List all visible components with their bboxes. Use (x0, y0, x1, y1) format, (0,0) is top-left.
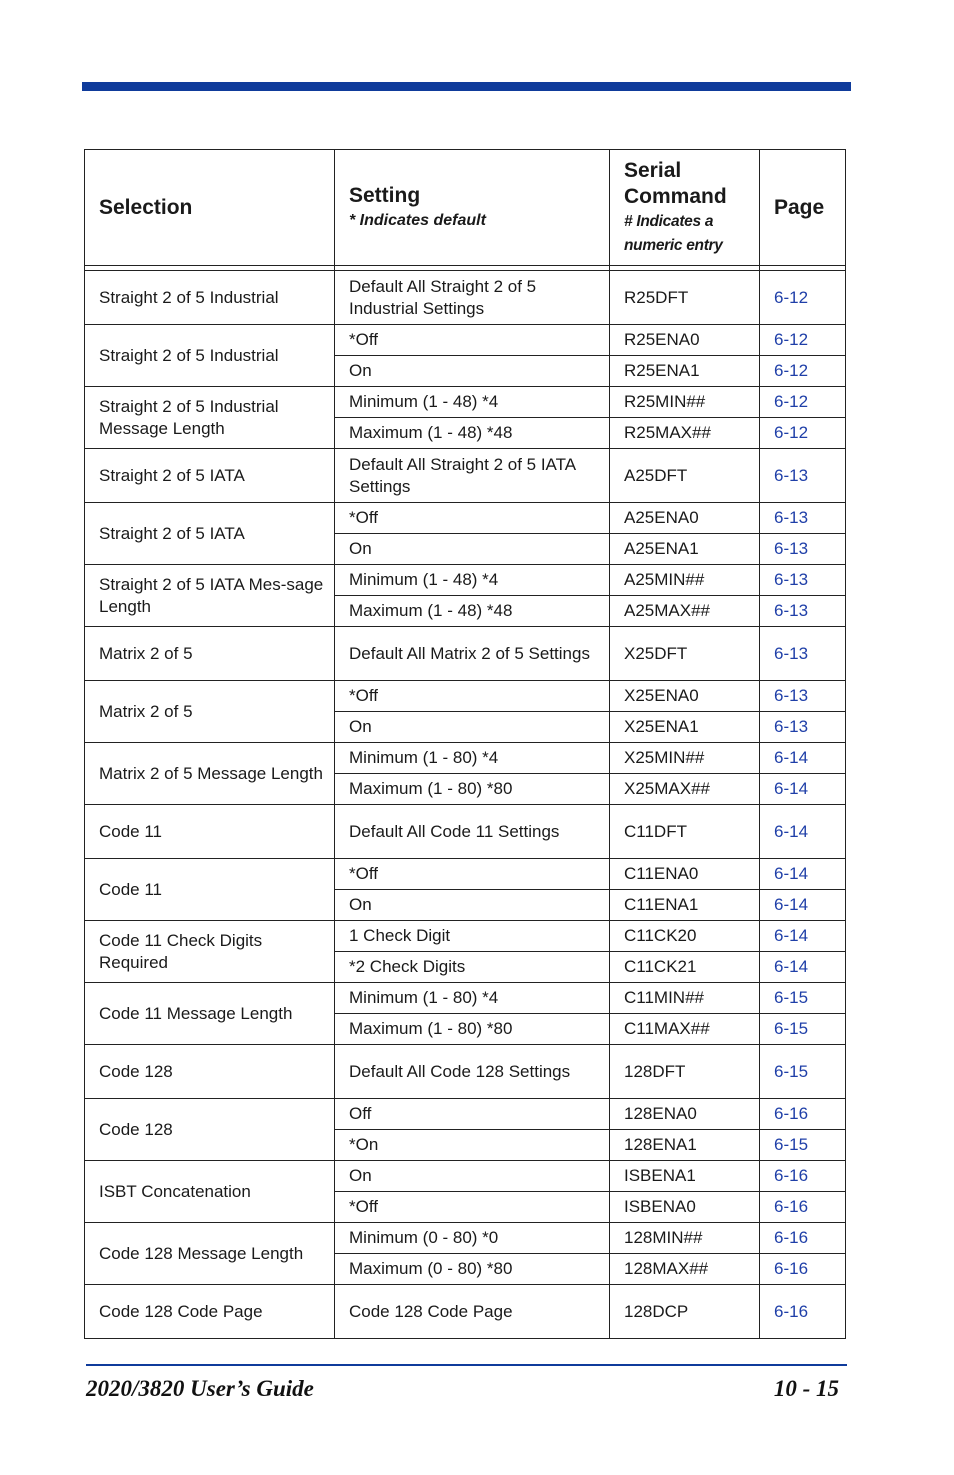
selection-cell: Code 128 Code Page (85, 1285, 335, 1339)
serial-command-cell: A25DFT (610, 449, 760, 503)
setting-cell: On (335, 534, 610, 565)
page-link[interactable]: 6-14 (760, 890, 846, 921)
page-link[interactable]: 6-15 (760, 1014, 846, 1045)
header-selection: Selection (85, 150, 335, 266)
setting-cell: Maximum (0 - 80) *80 (335, 1254, 610, 1285)
table-header-row (85, 150, 846, 266)
setting-cell: On (335, 356, 610, 387)
selection-cell: Straight 2 of 5 IATA (85, 449, 335, 503)
table-row (85, 627, 846, 681)
selection-cell: Straight 2 of 5 IATA (85, 503, 335, 565)
selection-cell: Straight 2 of 5 IATA Mes-sage Length (85, 565, 335, 627)
page-link[interactable]: 6-12 (760, 356, 846, 387)
header-serial-line1: Serial (624, 158, 682, 182)
table-row (85, 743, 846, 774)
footer-rule (86, 1364, 847, 1366)
serial-command-cell: C11CK21 (610, 952, 760, 983)
selection-cell: Matrix 2 of 5 Message Length (85, 743, 335, 805)
command-table (84, 149, 846, 1339)
serial-command-cell: A25ENA0 (610, 503, 760, 534)
setting-cell: *Off (335, 503, 610, 534)
setting-cell: Minimum (0 - 80) *0 (335, 1223, 610, 1254)
serial-command-cell: A25MAX## (610, 596, 760, 627)
selection-cell: Code 11 Message Length (85, 983, 335, 1045)
serial-command-cell: 128DFT (610, 1045, 760, 1099)
header-serial-command (610, 150, 760, 266)
setting-cell: Minimum (1 - 80) *4 (335, 983, 610, 1014)
serial-command-cell: R25MIN## (610, 387, 760, 418)
serial-command-cell: 128ENA1 (610, 1130, 760, 1161)
page-link[interactable]: 6-14 (760, 952, 846, 983)
header-page: Page (760, 150, 846, 266)
serial-command-cell: X25ENA0 (610, 681, 760, 712)
page-link[interactable]: 6-13 (760, 596, 846, 627)
serial-command-cell: 128ENA0 (610, 1099, 760, 1130)
serial-command-cell: C11MIN## (610, 983, 760, 1014)
serial-command-cell: C11DFT (610, 805, 760, 859)
page-link[interactable]: 6-13 (760, 449, 846, 503)
setting-cell: Default All Straight 2 of 5 Industrial Settings (335, 271, 610, 325)
selection-cell: Code 11 (85, 859, 335, 921)
setting-cell: Default All Matrix 2 of 5 Settings (335, 627, 610, 681)
table-row (85, 805, 846, 859)
page-link[interactable]: 6-13 (760, 565, 846, 596)
serial-command-cell: A25ENA1 (610, 534, 760, 565)
setting-cell: *2 Check Digits (335, 952, 610, 983)
table-row (85, 1223, 846, 1254)
footer-title: 2020/3820 User’s Guide (86, 1376, 314, 1401)
setting-cell: *Off (335, 681, 610, 712)
table-body (85, 266, 846, 1339)
serial-command-cell: C11MAX## (610, 1014, 760, 1045)
table-row (85, 1285, 846, 1339)
table-row (85, 325, 846, 356)
footer-page-number: 10 - 15 (773, 1376, 839, 1401)
page-link[interactable]: 6-16 (760, 1223, 846, 1254)
serial-command-cell: C11ENA1 (610, 890, 760, 921)
serial-command-cell: X25MAX## (610, 774, 760, 805)
page-link[interactable]: 6-16 (760, 1099, 846, 1130)
setting-cell: Maximum (1 - 80) *80 (335, 1014, 610, 1045)
setting-cell: Code 128 Code Page (335, 1285, 610, 1339)
page-link[interactable]: 6-13 (760, 712, 846, 743)
table-row (85, 387, 846, 418)
header-setting (335, 150, 610, 266)
setting-cell: *Off (335, 1192, 610, 1223)
page-link[interactable]: 6-14 (760, 921, 846, 952)
serial-command-cell: C11CK20 (610, 921, 760, 952)
table-row (85, 983, 846, 1014)
page-link[interactable]: 6-15 (760, 1045, 846, 1099)
selection-cell: Matrix 2 of 5 (85, 681, 335, 743)
page-link[interactable]: 6-12 (760, 387, 846, 418)
selection-cell: Code 128 (85, 1099, 335, 1161)
page-link[interactable]: 6-12 (760, 271, 846, 325)
selection-cell: ISBT Concatenation (85, 1161, 335, 1223)
page-link[interactable]: 6-13 (760, 681, 846, 712)
setting-cell: Default All Code 11 Settings (335, 805, 610, 859)
selection-cell: Code 11 Check Digits Required (85, 921, 335, 983)
table-row (85, 921, 846, 952)
table-row (85, 449, 846, 503)
serial-command-cell: C11ENA0 (610, 859, 760, 890)
setting-cell: Off (335, 1099, 610, 1130)
setting-cell: *Off (335, 859, 610, 890)
selection-cell: Code 11 (85, 805, 335, 859)
serial-command-cell: ISBENA1 (610, 1161, 760, 1192)
setting-cell: Maximum (1 - 48) *48 (335, 418, 610, 449)
page-link[interactable]: 6-14 (760, 743, 846, 774)
table-row (85, 681, 846, 712)
page-link[interactable]: 6-16 (760, 1285, 846, 1339)
setting-cell: On (335, 1161, 610, 1192)
header-serial-note2: numeric entry (624, 236, 723, 254)
setting-cell: On (335, 890, 610, 921)
selection-cell: Straight 2 of 5 Industrial Message Length (85, 387, 335, 449)
setting-cell: *Off (335, 325, 610, 356)
selection-cell: Matrix 2 of 5 (85, 627, 335, 681)
table-row (85, 859, 846, 890)
setting-cell: Maximum (1 - 80) *80 (335, 774, 610, 805)
serial-command-cell: R25ENA0 (610, 325, 760, 356)
page-link[interactable]: 6-14 (760, 859, 846, 890)
serial-command-cell: X25MIN## (610, 743, 760, 774)
setting-cell: On (335, 712, 610, 743)
table-row (85, 503, 846, 534)
page-link[interactable]: 6-15 (760, 1130, 846, 1161)
serial-command-cell: ISBENA0 (610, 1192, 760, 1223)
serial-command-cell: X25ENA1 (610, 712, 760, 743)
page-link[interactable]: 6-14 (760, 805, 846, 859)
top-color-bar (82, 82, 851, 91)
page-link[interactable]: 6-13 (760, 503, 846, 534)
page-link[interactable]: 6-15 (760, 983, 846, 1014)
serial-command-cell: R25DFT (610, 271, 760, 325)
table-row (85, 1161, 846, 1192)
table-row (85, 1099, 846, 1130)
page-link[interactable]: 6-12 (760, 325, 846, 356)
setting-cell: Minimum (1 - 80) *4 (335, 743, 610, 774)
setting-cell: Default All Straight 2 of 5 IATA Settings (335, 449, 610, 503)
page-link[interactable]: 6-16 (760, 1254, 846, 1285)
page-link[interactable]: 6-13 (760, 627, 846, 681)
serial-command-cell: 128DCP (610, 1285, 760, 1339)
selection-cell: Straight 2 of 5 Industrial (85, 271, 335, 325)
serial-command-cell: A25MIN## (610, 565, 760, 596)
page-link[interactable]: 6-12 (760, 418, 846, 449)
header-serial-line2: Command (624, 184, 727, 208)
setting-cell: 1 Check Digit (335, 921, 610, 952)
selection-cell: Code 128 Message Length (85, 1223, 335, 1285)
selection-cell: Straight 2 of 5 Industrial (85, 325, 335, 387)
setting-cell: Minimum (1 - 48) *4 (335, 387, 610, 418)
table-row (85, 1045, 846, 1099)
table-row (85, 271, 846, 325)
serial-command-cell: X25DFT (610, 627, 760, 681)
serial-command-cell: R25ENA1 (610, 356, 760, 387)
page-link[interactable]: 6-16 (760, 1192, 846, 1223)
selection-cell: Code 128 (85, 1045, 335, 1099)
setting-cell: *On (335, 1130, 610, 1161)
setting-cell: Default All Code 128 Settings (335, 1045, 610, 1099)
setting-cell: Maximum (1 - 48) *48 (335, 596, 610, 627)
serial-command-cell: 128MIN## (610, 1223, 760, 1254)
serial-command-cell: R25MAX## (610, 418, 760, 449)
page-link[interactable]: 6-16 (760, 1161, 846, 1192)
page-link[interactable]: 6-14 (760, 774, 846, 805)
setting-cell: Minimum (1 - 48) *4 (335, 565, 610, 596)
page-link[interactable]: 6-13 (760, 534, 846, 565)
header-serial-note1: # Indicates a (624, 212, 714, 230)
serial-command-cell: 128MAX## (610, 1254, 760, 1285)
header-setting-label: Setting (349, 183, 421, 207)
table-row (85, 565, 846, 596)
header-setting-note: * Indicates default (349, 211, 486, 229)
